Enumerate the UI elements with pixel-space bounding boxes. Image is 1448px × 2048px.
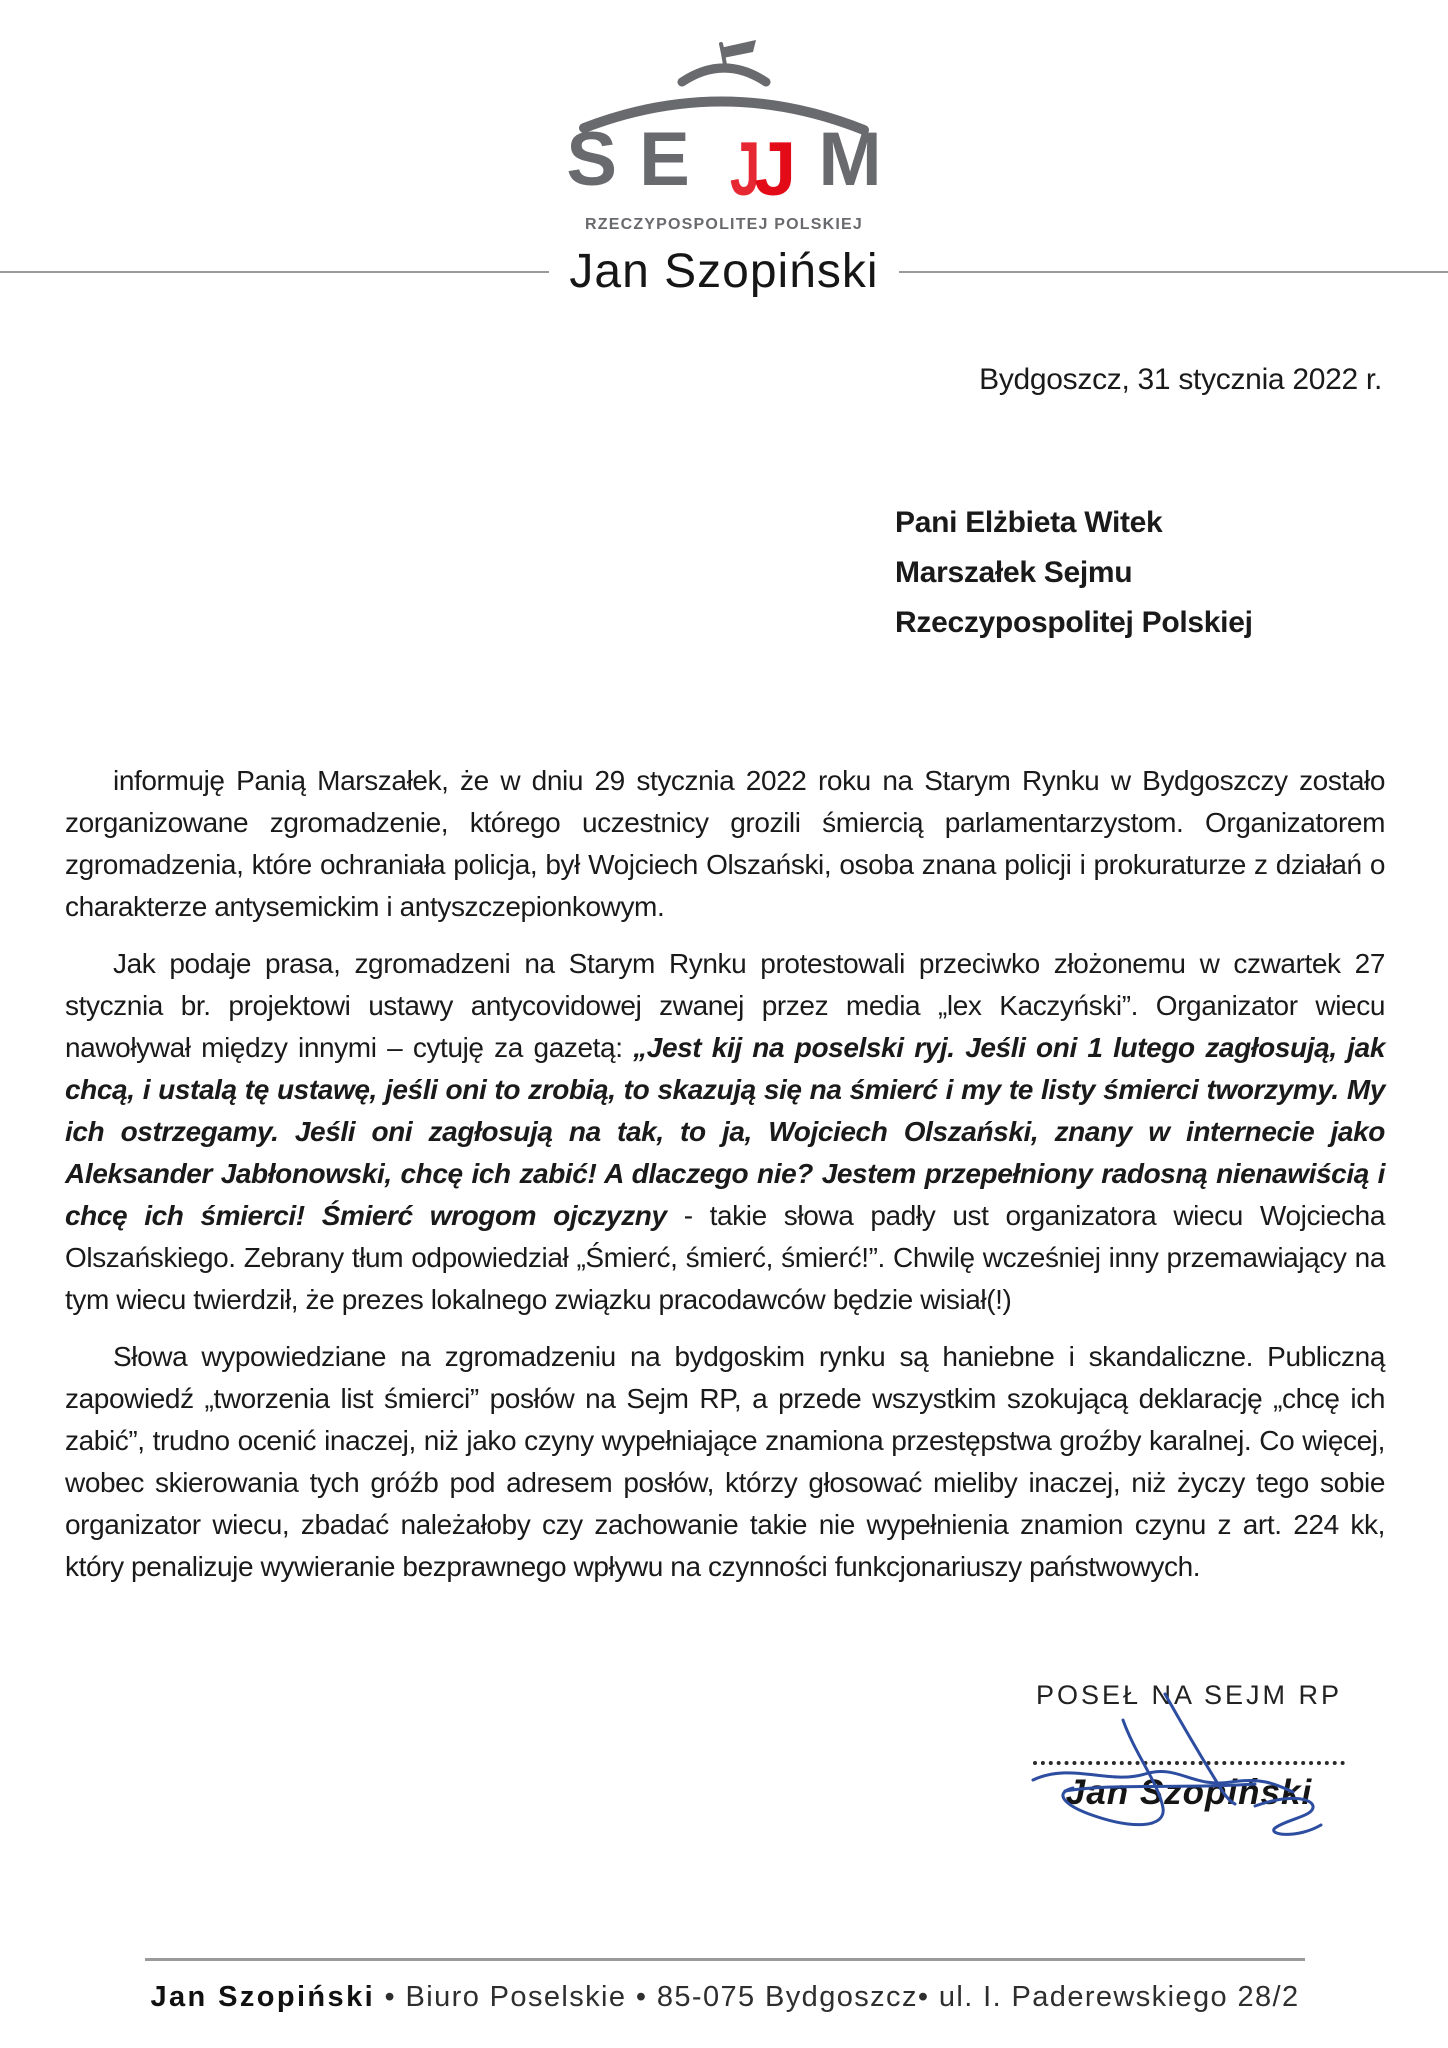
header-rule-left: [0, 271, 549, 273]
header-name-row: [0, 244, 1448, 299]
letter-body: [65, 760, 1385, 1603]
logo-letter-j2: J: [754, 127, 797, 212]
logo-letter-m: M: [818, 117, 882, 202]
paragraph-1-text: informuję Panią Marszałek, że w dniu 29 stycznia 2022 roku na Starym Rynku w Bydgoszczy zostało zorganizowane zgromadzenie, którego uczestnicy grozili śmiercią parlamentarzystom. Organizatorem zgromadzenia, które ochraniała policja, był Wojciech Olszański, osoba znana policji i prokuraturze z działań o charakterze antysemickim i antyszczepionkowym.: [65, 765, 1385, 922]
addressee-line-2: Marszałek Sejmu: [895, 556, 1133, 589]
body-paragraph-2: [65, 943, 1385, 1321]
logo-letter-s: S: [566, 117, 618, 202]
addressee-block: [895, 498, 1253, 648]
signature-dotted-line: [1033, 1761, 1345, 1765]
paragraph-2-lead: Jak podaje prasa, zgromadzeni na Starym Rynku protestowali przeciwko złożonemu w czwartek 27 stycznia br. projektowi ustawy antycovidowej zwanej przez media „lex Kaczyński”. Organizator wiecu nawoływał między innymi – cytuję za gazetą:: [65, 948, 1385, 1063]
page-title: Jan Szopiński: [569, 245, 879, 298]
signature-title: POSEŁ NA SEJM RP: [1035, 1680, 1343, 1710]
footer: [145, 1958, 1305, 2014]
sejm-logo: [564, 36, 884, 234]
logo-letter-e: E: [639, 117, 690, 202]
footer-address: • Biuro Poselskie • 85-075 Bydgoszcz• ul. I. Paderewskiego 28/2: [375, 1981, 1300, 2013]
footer-name: Jan Szopiński: [150, 1981, 376, 2013]
paragraph-2-tail: - takie słowa padły ust organizatora wiecu Wojciecha Olszańskiego. Zebrany tłum odpowiedział „Śmierć, śmierć, śmierć!”. Chwilę wcześniej inny przemawiający na tym wiecu twierdził, że prezes lokalnego związku pracodawców będzie wisiał(!): [65, 1200, 1385, 1315]
logo-letter-j1: J: [729, 127, 761, 212]
paragraph-3-text: Słowa wypowiedziane na zgromadzeniu na bydgoskim rynku są haniebne i skandaliczne. Publiczną zapowiedź „tworzenia list śmierci” posłów na Sejm RP, a przede wszystkim szokującą deklarację „chcę ich zabić”, trudno ocenić inaczej, niż jako czyny wypełniające znamiona przestępstwa groźby karalnej. Co więcej, wobec skierowania tych gróźb pod adresem posłów, którzy głosować mieliby inaczej, niż życzy tego sobie organizator wiecu, zbadać należałoby czy zachowanie takie nie wypełnienia znamion czynu z art. 224 kk, który penalizuje wywieranie bezprawnego wpływu na czynności funkcjonariuszy państwowych.: [65, 1341, 1385, 1582]
body-paragraph-3: [65, 1336, 1385, 1588]
signature-block: [1033, 1680, 1345, 1813]
logo-wordmark: [564, 117, 884, 212]
logo-letters-jj: [712, 127, 797, 212]
logo-subtitle: RZECZYPOSPOLITEJ POLSKIEJ: [584, 216, 864, 233]
addressee-line-3: Rzeczypospolitej Polskiej: [895, 606, 1253, 639]
paragraph-2-quote: „Jest kij na poselski ryj. Jeśli oni 1 lutego zagłosują, jak chcą, i ustalą tę ustawę, jeśli oni to zrobią, to skazują się na śmierć i my te listy śmierci tworzymy. My ich ostrzegamy. Jeśli oni zagłosują na tak, to ja, Wojciech Olszański, znany w internecie jako Aleksander Jabłonowski, chcę ich zabić! A dlaczego nie? Jestem przepełniony radosną nienawiścią i chcę ich śmierci! Śmierć wrogom ojczyzny: [65, 1032, 1385, 1231]
header-rule-right: [899, 271, 1448, 273]
date-line: Bydgoszcz, 31 stycznia 2022 r.: [979, 363, 1382, 396]
signature-printed-name: Jan Szopiński: [1065, 1773, 1313, 1812]
body-paragraph-1: [65, 760, 1385, 928]
addressee-line-1: Pani Elżbieta Witek: [895, 506, 1163, 539]
